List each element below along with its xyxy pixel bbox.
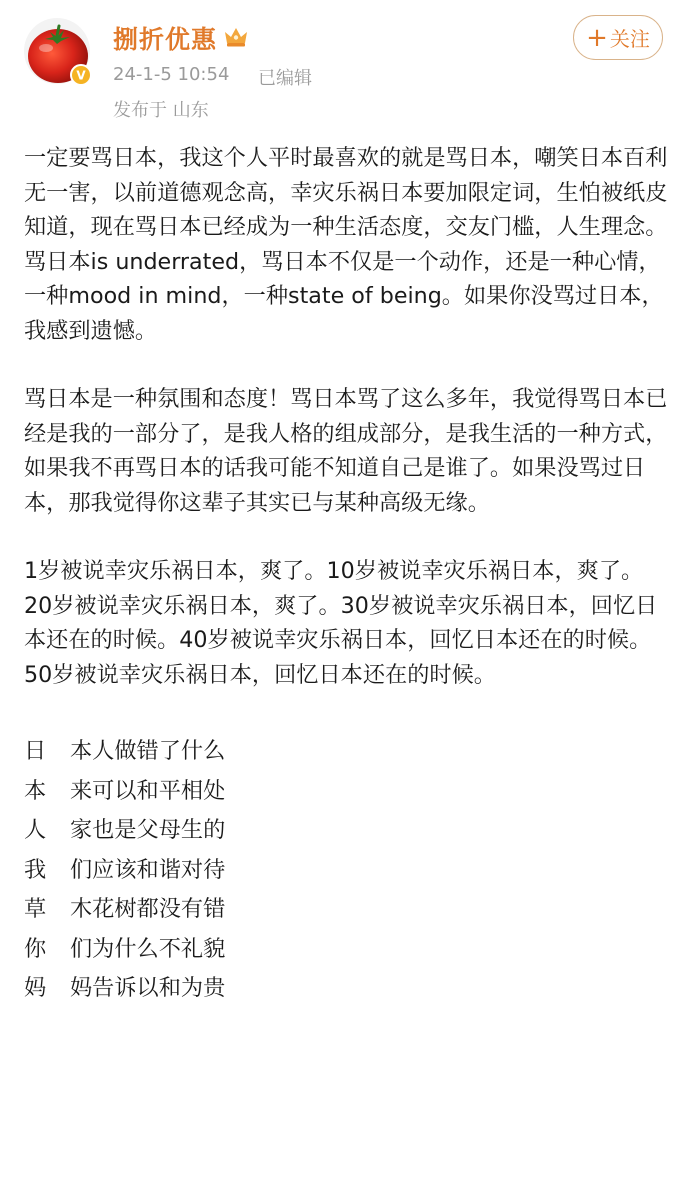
post-content — [24, 141, 669, 1009]
follow-label: 关注 — [609, 27, 650, 51]
poem-line — [24, 811, 669, 851]
crown-icon — [222, 24, 250, 48]
plus-icon: + — [586, 22, 608, 53]
verified-badge-icon — [70, 64, 92, 86]
poem-line — [24, 930, 669, 970]
poem-text: 们为什么不礼貌 — [70, 935, 226, 962]
acrostic-poem — [24, 732, 669, 1009]
post-header — [0, 0, 687, 130]
edited-label[interactable]: 已编辑 — [258, 68, 312, 89]
author-name[interactable]: 捌折优惠 — [113, 25, 218, 54]
poem-text: 本人做错了什么 — [70, 738, 226, 764]
poem-text: 木花树都没有错 — [70, 896, 226, 922]
poem-line — [24, 969, 669, 1009]
poem-initial: 我 — [24, 856, 47, 883]
poem-text: 家也是父母生的 — [70, 817, 226, 843]
poem-text: 们应该和谐对待 — [70, 856, 226, 883]
poem-line — [24, 732, 669, 772]
author-avatar[interactable] — [24, 18, 90, 84]
poem-text: 妈告诉以和为贵 — [70, 975, 226, 1001]
paragraph-1: 一定要骂日本，我这个人平时最喜欢的就是骂日本，嘲笑日本百利无一害，以前道德观念高，幸灾乐祸日本要加限定词，生怕被纸皮知道，现在骂日本已经成为一种生活态度，交友门槛，人生理念。骂日本is underrated，骂日本不仅是一个动作，还是一种心情，一种mood in mind，一种state of being。如果你没骂过日本，我感到遗憾。 — [24, 145, 668, 344]
paragraph-3: 1岁被说幸灾乐祸日本，爽了。10岁被说幸灾乐祸日本，爽了。20岁被说幸灾乐祸日本，爽了。30岁被说幸灾乐祸日本，回忆日本还在的时候。40岁被说幸灾乐祸日本，回忆日本还在的时候。50岁被说幸灾乐祸日本，回忆日本还在的时候。 — [24, 558, 658, 688]
poem-initial: 你 — [24, 935, 47, 962]
follow-button[interactable] — [573, 15, 663, 60]
paragraph-2: 骂日本是一种氛围和态度！骂日本骂了这么多年，我觉得骂日本已经是我的一部分了，是我人格的组成部分，是我生活的一种方式，如果我不再骂日本的话我可能不知道自己是谁了。如果没骂过日本，那我觉得你这辈子其实已与某种高级无缘。 — [24, 386, 668, 516]
post-time: 24-1-5 10:54 — [113, 64, 230, 85]
poem-line — [24, 851, 669, 891]
poem-initial: 日 — [24, 738, 47, 764]
poem-initial: 本 — [24, 777, 47, 804]
poem-line — [24, 772, 669, 812]
poem-line — [24, 890, 669, 930]
poem-text: 来可以和平相处 — [70, 777, 226, 804]
poem-initial: 人 — [24, 817, 47, 843]
poem-initial: 妈 — [24, 975, 47, 1001]
poem-initial: 草 — [24, 896, 47, 922]
svg-text:V: V — [76, 68, 86, 83]
post-location: 发布于 山东 — [113, 100, 209, 121]
